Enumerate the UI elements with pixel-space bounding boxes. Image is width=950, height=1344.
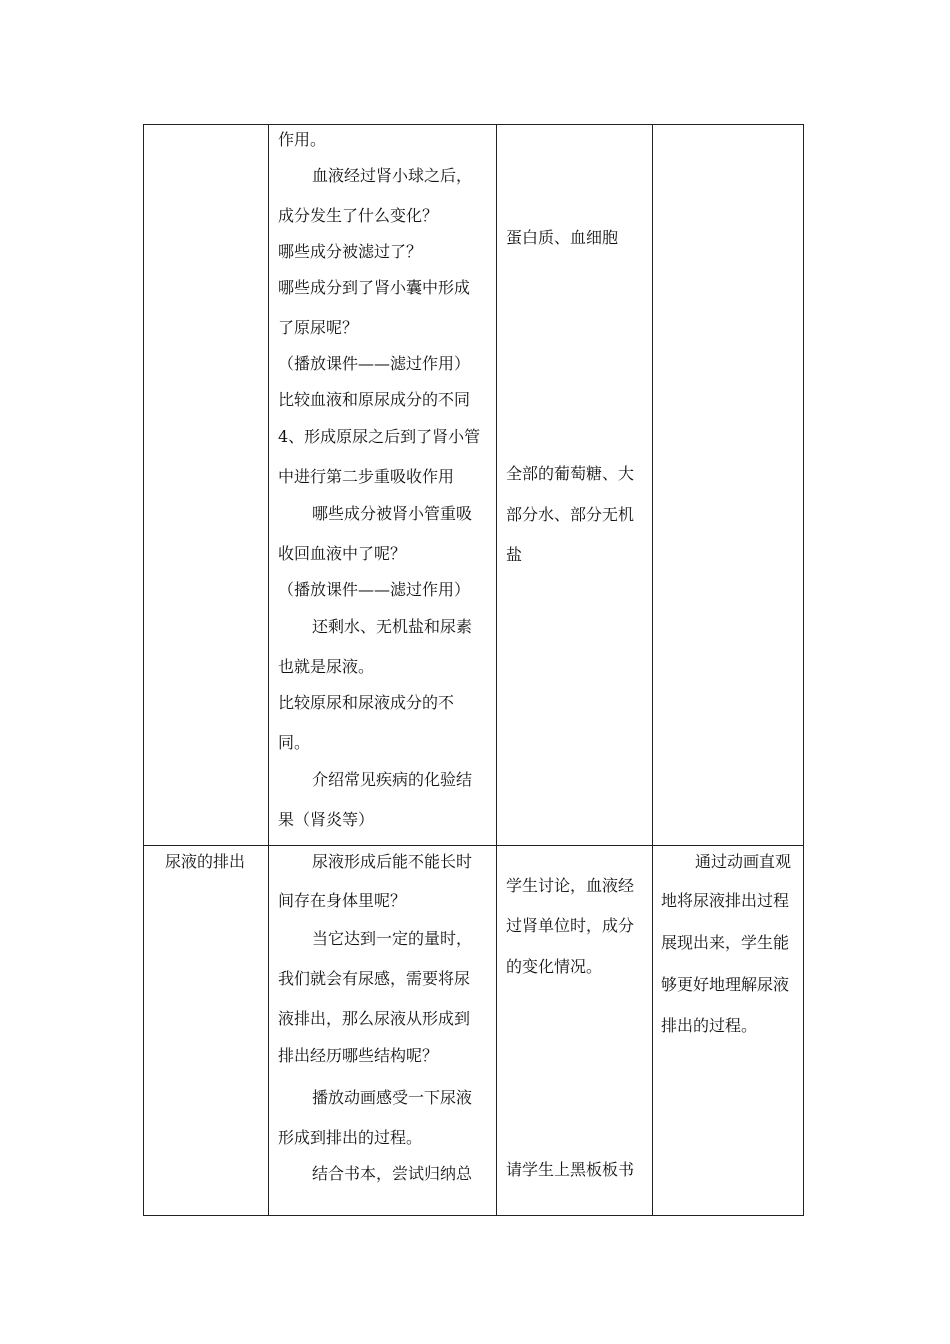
section-title: 尿液的排出: [165, 852, 246, 871]
row1-teacher-line: 同。: [278, 733, 311, 752]
column-divider: [268, 125, 269, 1215]
row1-teacher-line: 中进行第二步重吸收作用: [278, 467, 455, 486]
row1-student-line: 部分水、部分无机: [506, 505, 635, 524]
lesson-plan-table: [143, 124, 804, 1216]
row2-student-line: 学生讨论，血液经: [506, 876, 635, 895]
row1-teacher-line: 作用。: [278, 130, 327, 149]
row1-teacher-line: 也就是尿液。: [278, 657, 375, 676]
row2-teacher-line: 尿液形成后能不能长时: [312, 852, 473, 871]
row1-teacher-line: 果（肾炎等）: [278, 810, 375, 829]
row1-teacher-line: 还剩水、无机盐和尿素: [312, 617, 473, 636]
row2-student-line: 请学生上黑板板书: [506, 1160, 635, 1179]
row1-teacher-line: 介绍常见疾病的化验结: [312, 770, 473, 789]
row1-teacher-line: 哪些成分到了肾小囊中形成: [278, 278, 471, 297]
row1-teacher-line: （播放课件——滤过作用）: [278, 354, 471, 373]
row2-teacher-line: 播放动画感受一下尿液: [312, 1088, 473, 1107]
row2-intent-line: 展现出来，学生能: [661, 933, 790, 952]
row1-teacher-line: 成分发生了什么变化？: [278, 206, 439, 225]
row2-teacher-line: 结合书本，尝试归纳总: [312, 1164, 473, 1183]
row1-teacher-line: 哪些成分被肾小管重吸: [312, 504, 473, 523]
row2-teacher-line: 形成到排出的过程。: [278, 1128, 423, 1147]
row2-intent-line: 通过动画直观: [695, 852, 792, 871]
row2-teacher-line: 当它达到一定的量时，: [312, 929, 473, 948]
row1-student-line: 蛋白质、血细胞: [506, 228, 619, 247]
row1-teacher-line: 比较血液和原尿成分的不同: [278, 390, 471, 409]
row2-student-line: 的变化情况。: [506, 957, 603, 976]
row1-teacher-line: 比较原尿和尿液成分的不: [278, 693, 455, 712]
row2-intent-line: 排出的过程。: [661, 1016, 758, 1035]
row1-teacher-line: 哪些成分被滤过了？: [278, 242, 423, 261]
row2-teacher-line: 我们就会有尿感，需要将尿: [278, 969, 471, 988]
row2-intent-line: 够更好地理解尿液: [661, 975, 790, 994]
row-divider: [144, 845, 803, 846]
row2-student-line: 过肾单位时，成分: [506, 916, 635, 935]
row1-teacher-line: 4、形成原尿之后到了肾小管: [278, 427, 481, 446]
column-divider: [652, 125, 653, 1215]
row2-teacher-line: 间存在身体里呢？: [278, 891, 407, 910]
row1-teacher-line: 收回血液中了呢？: [278, 544, 407, 563]
column-divider: [496, 125, 497, 1215]
row1-teacher-line: （播放课件——滤过作用）: [278, 580, 471, 599]
row1-student-line: 全部的葡萄糖、大: [506, 464, 635, 483]
row1-teacher-line: 血液经过肾小球之后，: [312, 166, 473, 185]
row2-teacher-line: 排出经历哪些结构呢？: [278, 1046, 439, 1065]
row2-intent-line: 地将尿液排出过程: [661, 891, 790, 910]
row1-teacher-line: 了原尿呢？: [278, 318, 359, 337]
row2-teacher-line: 液排出，那么尿液从形成到: [278, 1009, 471, 1028]
row1-student-line: 盐: [506, 545, 523, 564]
